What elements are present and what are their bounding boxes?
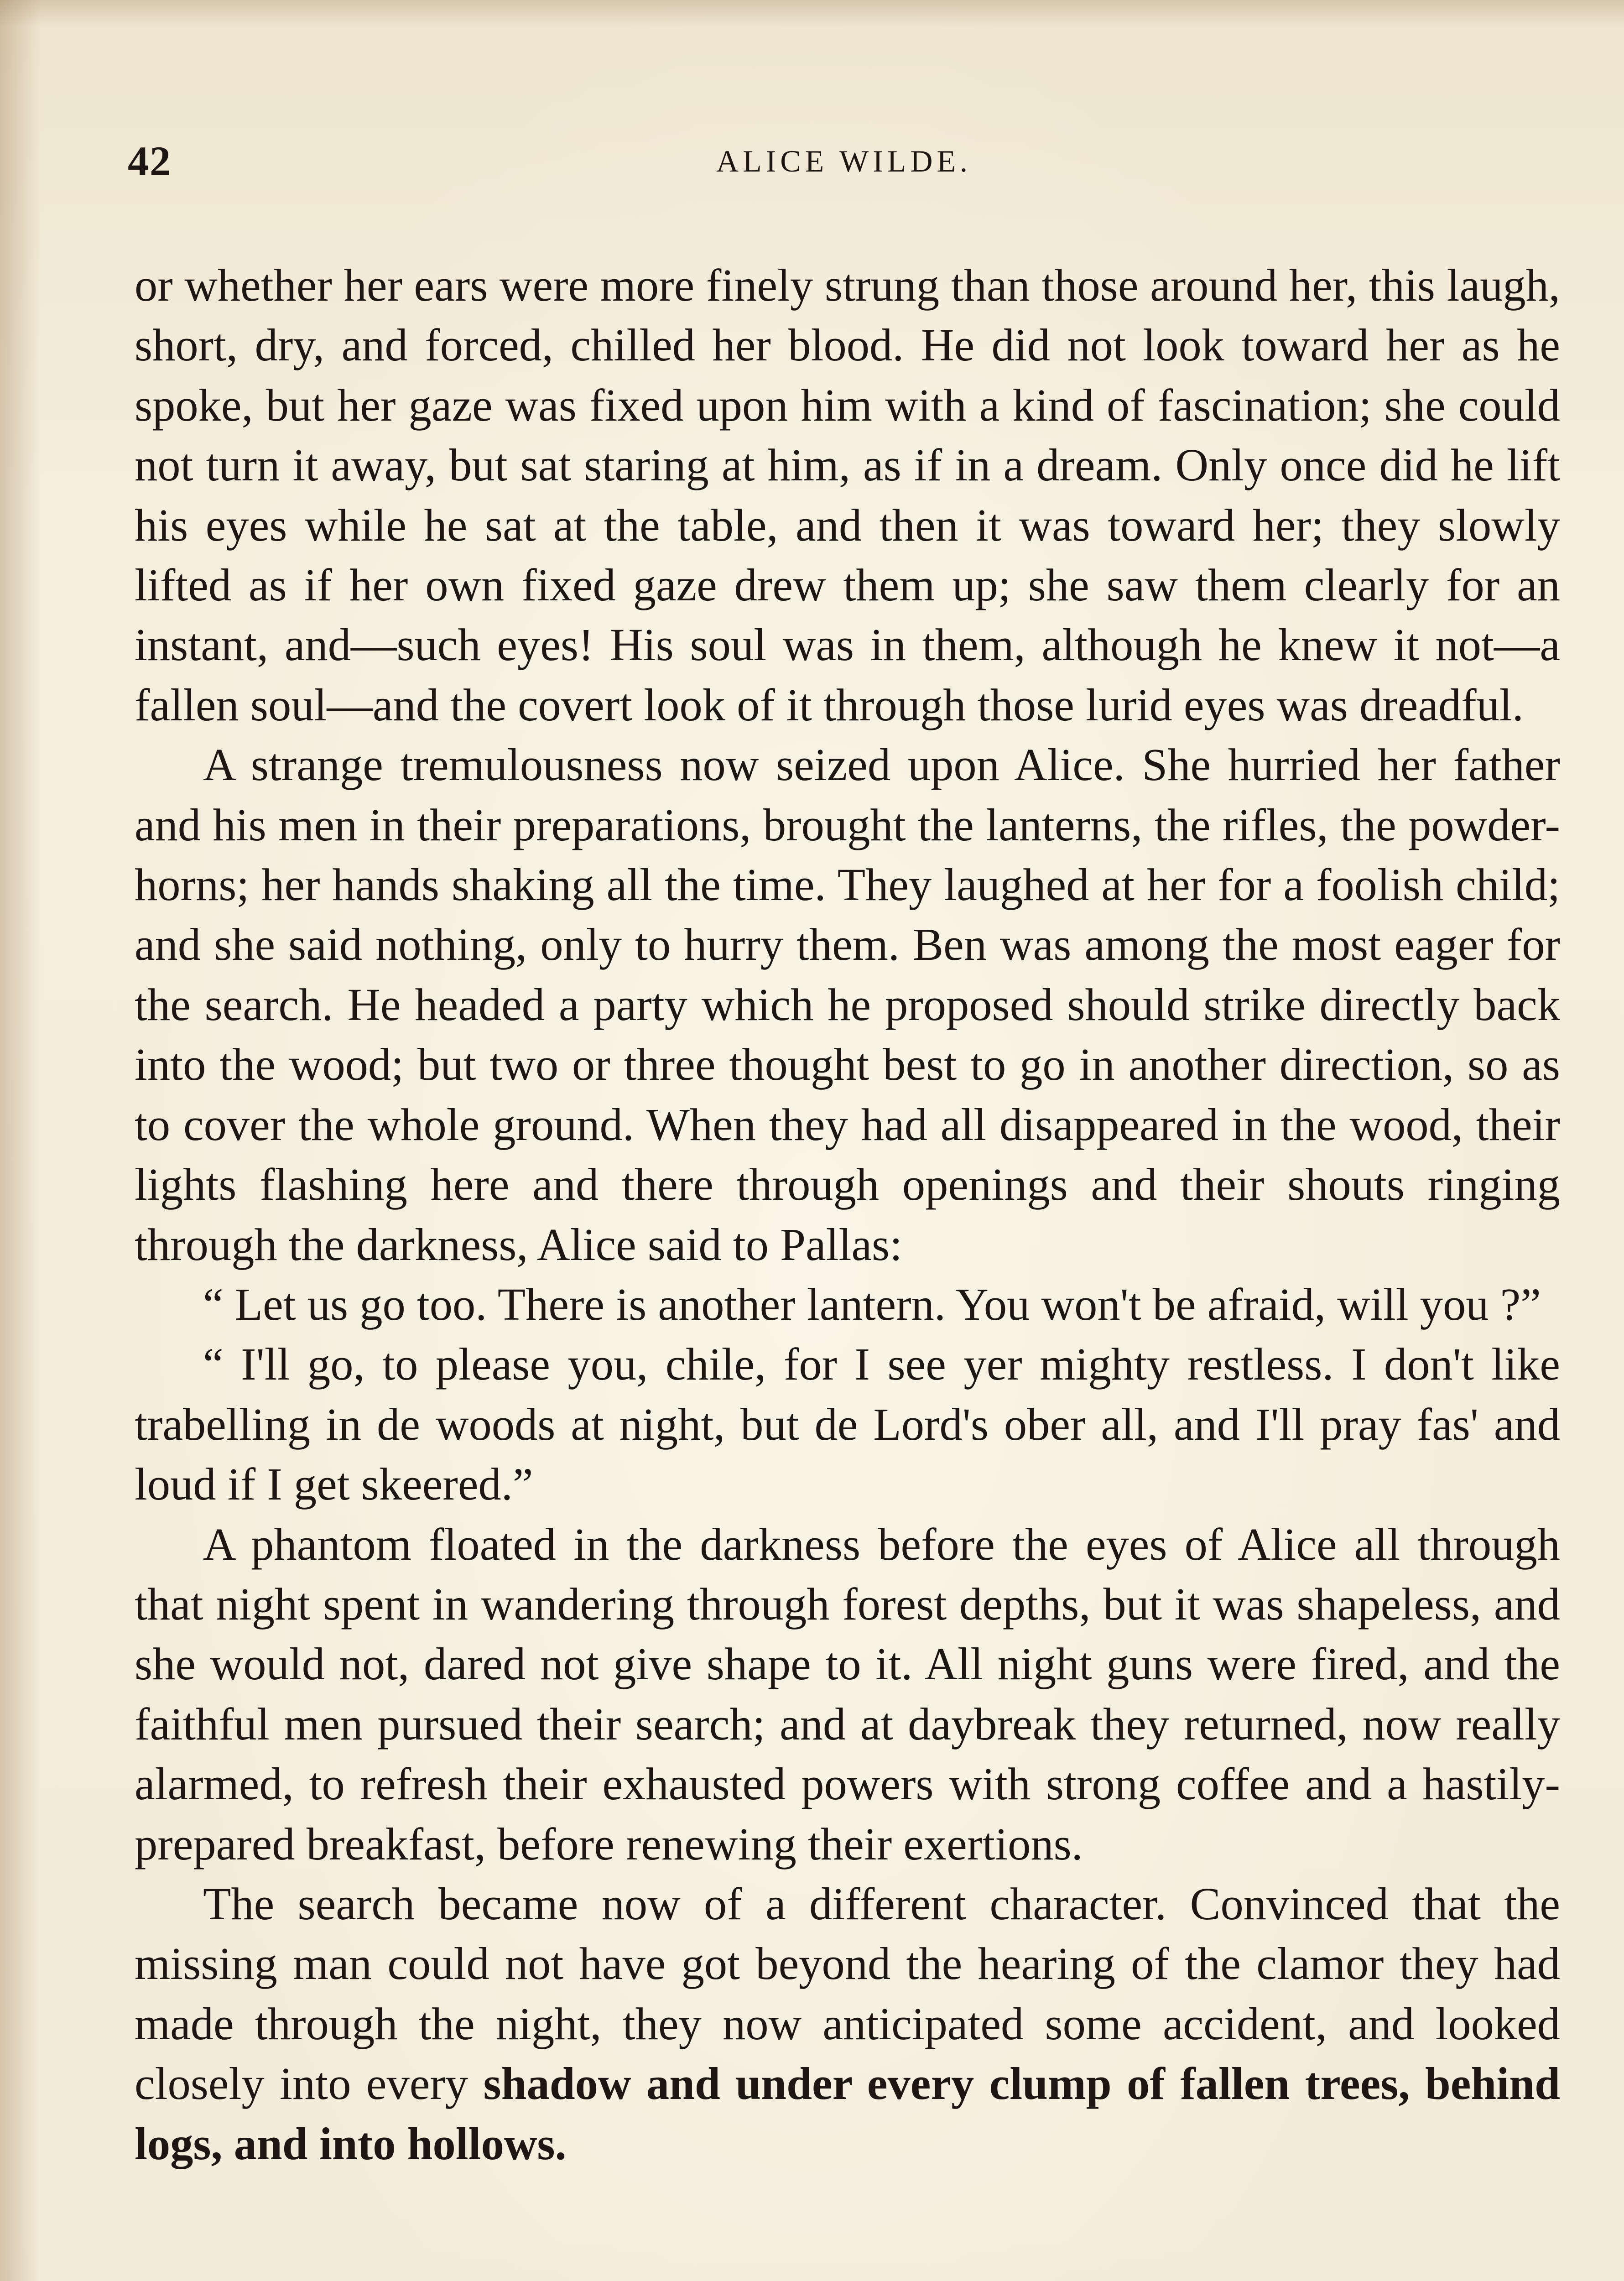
page-header [128,137,1560,187]
paragraph-last-text: The search became now of a different character. Convinced that the missing man could not have got beyond the hearing of the clamor they had made through the night, they now anticipated some accident, and looked closely into every [135,1878,1560,2109]
page-edge-shadow [0,0,41,2281]
paragraph-last [135,1874,1560,2174]
paragraph: A phantom floated in the darkness before the eyes of Alice all through that night spent in wandering through forest depths, but it was shapeless, and she would not, dared not give shape to it. All night guns were fired, and the faithful men pursued their search; and at daybreak they returned, now really alarmed, to refresh their exhausted powers with strong coffee and a hastily-prepared breakfast, before renewing their exertions. [135,1518,1560,1870]
running-title: ALICE WILDE. [716,144,972,178]
paragraph-dialogue: “ Let us go too. There is another lantern. You won't be afraid, will you ?” [203,1278,1541,1330]
body-text [135,255,1560,2174]
paragraph-continued: or whether her ears were more finely strung than those around her, this laugh, short, dry, and forced, chilled her blood. He did not look toward her as he spoke, but her gaze was fixed upon him with a kind of fascination; she could not turn it away, but sat staring at him, as if in a dream. Only once did he lift his eyes while he sat at the table, and then it was toward her; they slowly lifted as if her own fixed gaze drew them up; she saw them clearly for an instant, and—such eyes! His soul was in them, although he knew it not—a fallen soul—and the covert look of it through those lurid eyes was dreadful. [135,260,1560,730]
paragraph-dialogue: “ I'll go, to please you, chile, for I see yer mighty restless. I don't like trabelling in de woods at night, but de Lord's ober all, and I'll pray fas' and loud if I get skeered.” [135,1338,1560,1510]
page-number: 42 [128,138,172,184]
paragraph: A strange tremulousness now seized upon Alice. She hurried her father and his men in their preparations, brought the lanterns, the rifles, the powder-horns; her hands shaking all the time. They laughed at her for a foolish child; and she said nothing, only to hurry them. Ben was among the most eager for the search. He headed a party which he proposed should strike directly back into the wood; but two or three thought best to go in another direction, so as to cover the whole ground. When they had all disappeared in the wood, their lights flashing here and there through openings and their shouts ringing through the darkness, Alice said to Pallas: [135,739,1560,1270]
page-top-shadow [0,0,1624,27]
paragraph-last-bold-text: shadow and under every clump of fallen trees, behind logs, and into hollows. [135,2058,1560,2169]
